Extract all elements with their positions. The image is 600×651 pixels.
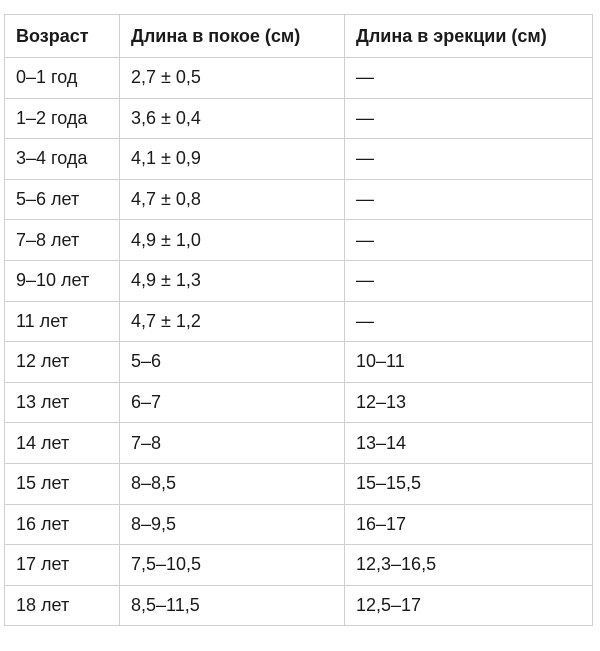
age-cell: 13 лет xyxy=(5,382,120,423)
erect-length-cell: — xyxy=(345,301,593,342)
table-row xyxy=(5,463,593,504)
header-erect-length: Длина в эрекции (см) xyxy=(345,15,593,58)
erect-length-cell: 13–14 xyxy=(345,423,593,464)
erect-length-cell: 12,3–16,5 xyxy=(345,545,593,586)
age-cell: 16 лет xyxy=(5,504,120,545)
table-row xyxy=(5,260,593,301)
age-cell: 14 лет xyxy=(5,423,120,464)
table-row xyxy=(5,504,593,545)
erect-length-cell: 10–11 xyxy=(345,342,593,383)
flaccid-length-cell: 7–8 xyxy=(120,423,345,464)
age-cell: 7–8 лет xyxy=(5,220,120,261)
age-cell: 1–2 года xyxy=(5,98,120,139)
erect-length-cell: 16–17 xyxy=(345,504,593,545)
header-row xyxy=(5,15,593,58)
flaccid-length-cell: 2,7 ± 0,5 xyxy=(120,58,345,99)
table-row xyxy=(5,98,593,139)
table-row xyxy=(5,585,593,626)
table-row xyxy=(5,179,593,220)
flaccid-length-cell: 4,9 ± 1,0 xyxy=(120,220,345,261)
table-body xyxy=(5,58,593,626)
header-flaccid-length: Длина в покое (см) xyxy=(120,15,345,58)
table-row xyxy=(5,342,593,383)
age-length-table xyxy=(4,14,593,626)
flaccid-length-cell: 5–6 xyxy=(120,342,345,383)
header-age: Возраст xyxy=(5,15,120,58)
flaccid-length-cell: 6–7 xyxy=(120,382,345,423)
data-table-container xyxy=(4,14,592,626)
flaccid-length-cell: 7,5–10,5 xyxy=(120,545,345,586)
flaccid-length-cell: 4,1 ± 0,9 xyxy=(120,139,345,180)
erect-length-cell: 12–13 xyxy=(345,382,593,423)
flaccid-length-cell: 4,7 ± 0,8 xyxy=(120,179,345,220)
erect-length-cell: — xyxy=(345,58,593,99)
erect-length-cell: — xyxy=(345,179,593,220)
table-row xyxy=(5,423,593,464)
table-header xyxy=(5,15,593,58)
age-cell: 18 лет xyxy=(5,585,120,626)
flaccid-length-cell: 3,6 ± 0,4 xyxy=(120,98,345,139)
erect-length-cell: — xyxy=(345,139,593,180)
flaccid-length-cell: 8–8,5 xyxy=(120,463,345,504)
erect-length-cell: 12,5–17 xyxy=(345,585,593,626)
erect-length-cell: — xyxy=(345,98,593,139)
flaccid-length-cell: 8–9,5 xyxy=(120,504,345,545)
age-cell: 3–4 года xyxy=(5,139,120,180)
age-cell: 5–6 лет xyxy=(5,179,120,220)
flaccid-length-cell: 8,5–11,5 xyxy=(120,585,345,626)
age-cell: 9–10 лет xyxy=(5,260,120,301)
age-cell: 12 лет xyxy=(5,342,120,383)
erect-length-cell: — xyxy=(345,220,593,261)
table-row xyxy=(5,545,593,586)
table-row xyxy=(5,301,593,342)
table-row xyxy=(5,382,593,423)
flaccid-length-cell: 4,9 ± 1,3 xyxy=(120,260,345,301)
erect-length-cell: — xyxy=(345,260,593,301)
age-cell: 15 лет xyxy=(5,463,120,504)
flaccid-length-cell: 4,7 ± 1,2 xyxy=(120,301,345,342)
age-cell: 0–1 год xyxy=(5,58,120,99)
age-cell: 11 лет xyxy=(5,301,120,342)
age-cell: 17 лет xyxy=(5,545,120,586)
erect-length-cell: 15–15,5 xyxy=(345,463,593,504)
table-row xyxy=(5,139,593,180)
table-row xyxy=(5,58,593,99)
table-row xyxy=(5,220,593,261)
